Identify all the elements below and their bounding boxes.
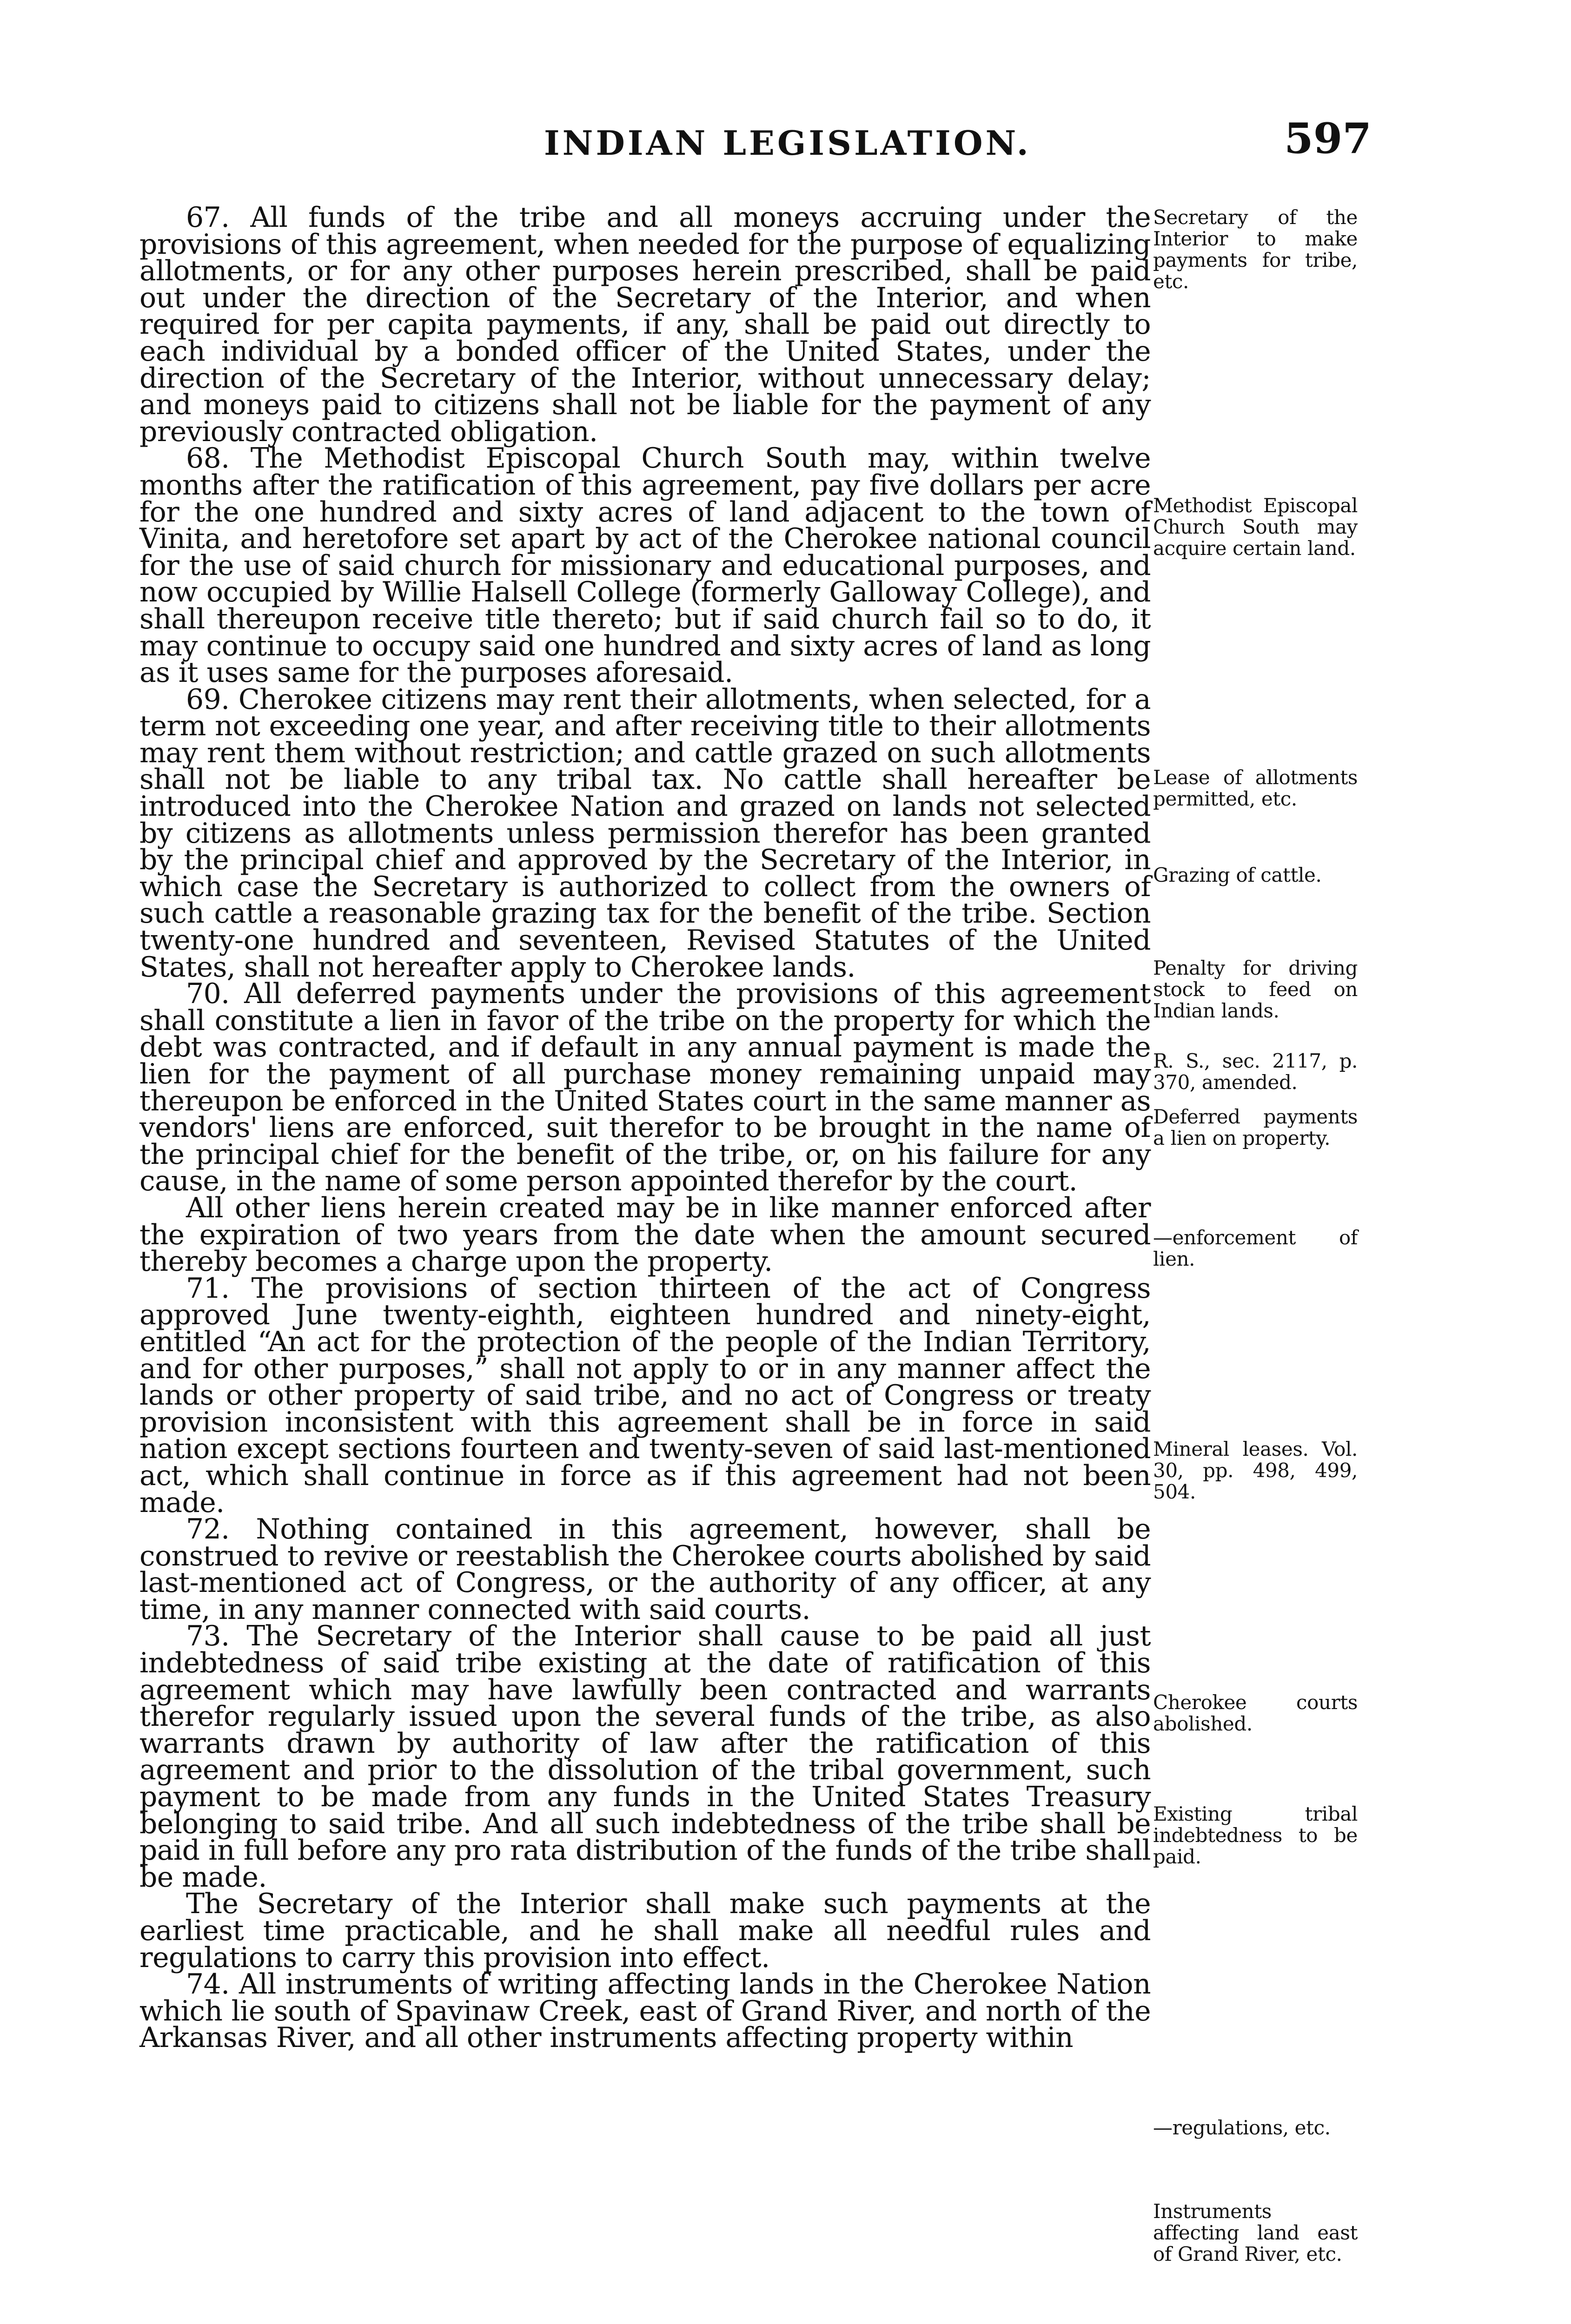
- margin-note-instruments-land: Instruments affecting land east of Grand River, etc.: [1153, 2200, 1358, 2265]
- page-number: 597: [1284, 114, 1372, 163]
- paragraph-72: 72. Nothing contained in this agreement, however, shall be construed to revive or reestablish the Cherokee courts abolished by said last-mentioned act of Congress, or the authority of any officer, at any time, in any manner connected with said courts.: [139, 1513, 1151, 1626]
- margin-note-cherokee-courts: Cherokee courts abolished.: [1153, 1691, 1358, 1735]
- paragraph-68: 68. The Methodist Episcopal Church South may, within twelve months after the ratification of this agreement, pay five dollars per acre for the one hundred and sixty acres of land adjacent to the town of Vinita, and heretofore set apart by act of the Cherokee national council for the use of said church for missionary and educational purposes, and now occupied by Willie Halsell College (formerly Galloway College), and shall thereupon receive title thereto; but if said church fail so to do, it may continue to occupy said one hundred and sixty acres of land as long as it uses same for the purposes aforesaid.: [139, 442, 1151, 689]
- margin-note-lease-allotments: Lease of allotments permitted, etc.: [1153, 766, 1358, 810]
- paragraph-73: 73. The Secretary of the Interior shall cause to be paid all just indebtedness of said tribe existing at the date of ratification of this agreement which may have lawfully been contracted and warrants therefor regularly issued upon the several funds of the tribe, as also warrants drawn by authority of law after the ratification of this agreement and prior to the dissolution of the tribal government, such payment to be made from any funds in the United States Treasury belonging to said tribe. And all such indebtedness of the tribe shall be paid in full before any pro rata distribution of the funds of the tribe shall be made.: [139, 1620, 1151, 1894]
- margin-note-revised-statutes: R. S., sec. 2117, p. 370, amended.: [1153, 1050, 1358, 1094]
- running-title: INDIAN LEGISLATION.: [544, 123, 1031, 163]
- margin-note-regulations: —regulations, etc.: [1153, 2116, 1331, 2139]
- paragraph-70: 70. All deferred payments under the provisions of this agreement shall constitute a lien in favor of the tribe on the property for which the debt was contracted, and if default in any annual payment is made the lien for the payment of all purchase money remaining unpaid may thereupon be enforced in the United States court in the same manner as vendors' liens are enforced, suit therefor to be brought in the name of the principal chief for the benefit of the tribe, or, on his failure for any cause, in the name of some person appointed therefor by the court.: [139, 977, 1151, 1198]
- paragraph-69: 69. Cherokee citizens may rent their allotments, when selected, for a term not exceeding one year, and after receiving title to their allotments may rent them without restriction; and cattle grazed on such allotments shall not be liable to any tribal tax. No cattle shall hereafter be introduced into the Cherokee Nation and grazed on lands not selected by citizens as allotments unless permission therefor has been granted by the principal chief and approved by the Secretary of the Interior, in which case the Secretary is authorized to collect from the owners of such cattle a reasonable grazing tax for the benefit of the tribe. Section twenty-one hundred and seventeen, Revised Statutes of the United States, shall not hereafter apply to Cherokee lands.: [139, 683, 1151, 984]
- body-text-column: [139, 201, 1151, 2054]
- margin-note-secretary-payments: Secretary of the Interior to make payments for tribe, etc.: [1153, 206, 1358, 293]
- margin-note-grazing-cattle: Grazing of cattle.: [1153, 864, 1322, 886]
- margin-note-deferred-payments: Deferred payments a lien on property.: [1153, 1105, 1358, 1149]
- margin-note-tribal-indebtedness: Existing tribal indebtedness to be paid.: [1153, 1802, 1358, 1868]
- paragraph-71: 71. The provisions of section thirteen of the act of Congress approved June twenty-eighth, eighteen hundred and ninety-eight, entitled “An act for the protection of the people of the Indian Territory, and for other purposes,” shall not apply to or in any manner affect the lands or other property of said tribe, and no act of Congress or treaty provision inconsistent with this agreement shall be in force in said nation except sections fourteen and twenty-seven of said last-mentioned act, which shall continue in force as if this agreement had not been made.: [139, 1272, 1151, 1519]
- margin-note-mineral-leases: Mineral leases. Vol. 30, pp. 498, 499, 504.: [1153, 1438, 1358, 1503]
- paragraph-73-regulations: The Secretary of the Interior shall make such payments at the earliest time practicable, and he shall make all needful rules and regulations to carry this provision into effect.: [139, 1888, 1151, 1974]
- margin-note-enforcement-lien: —enforcement of lien.: [1153, 1226, 1358, 1270]
- paragraph-67: 67. All funds of the tribe and all moneys accruing under the provisions of this agreement, when needed for the purpose of equalizing allotments, or for any other purposes herein prescribed, shall be paid out under the direction of the Secretary of the Interior, and when required for per capita payments, if any, shall be paid out directly to each individual by a bonded officer of the United States, under the direction of the Secretary of the Interior, without unnecessary delay; and moneys paid to citizens shall not be liable for the payment of any previously contracted obligation.: [139, 201, 1151, 448]
- margin-note-penalty-stock: Penalty for driving stock to feed on Indian lands.: [1153, 957, 1358, 1022]
- paragraph-70-liens: All other liens herein created may be in like manner enforced after the expiration of two years from the date when the amount secured thereby becomes a charge upon the property.: [139, 1191, 1151, 1278]
- paragraph-74: 74. All instruments of writing affecting lands in the Cherokee Nation which lie south of Spavinaw Creek, east of Grand River, and north of the Arkansas River, and all other instruments affecting property within: [139, 1968, 1151, 2054]
- margin-note-methodist-church: Methodist Episcopal Church South may acquire certain land.: [1153, 494, 1358, 560]
- running-header: [186, 114, 1372, 174]
